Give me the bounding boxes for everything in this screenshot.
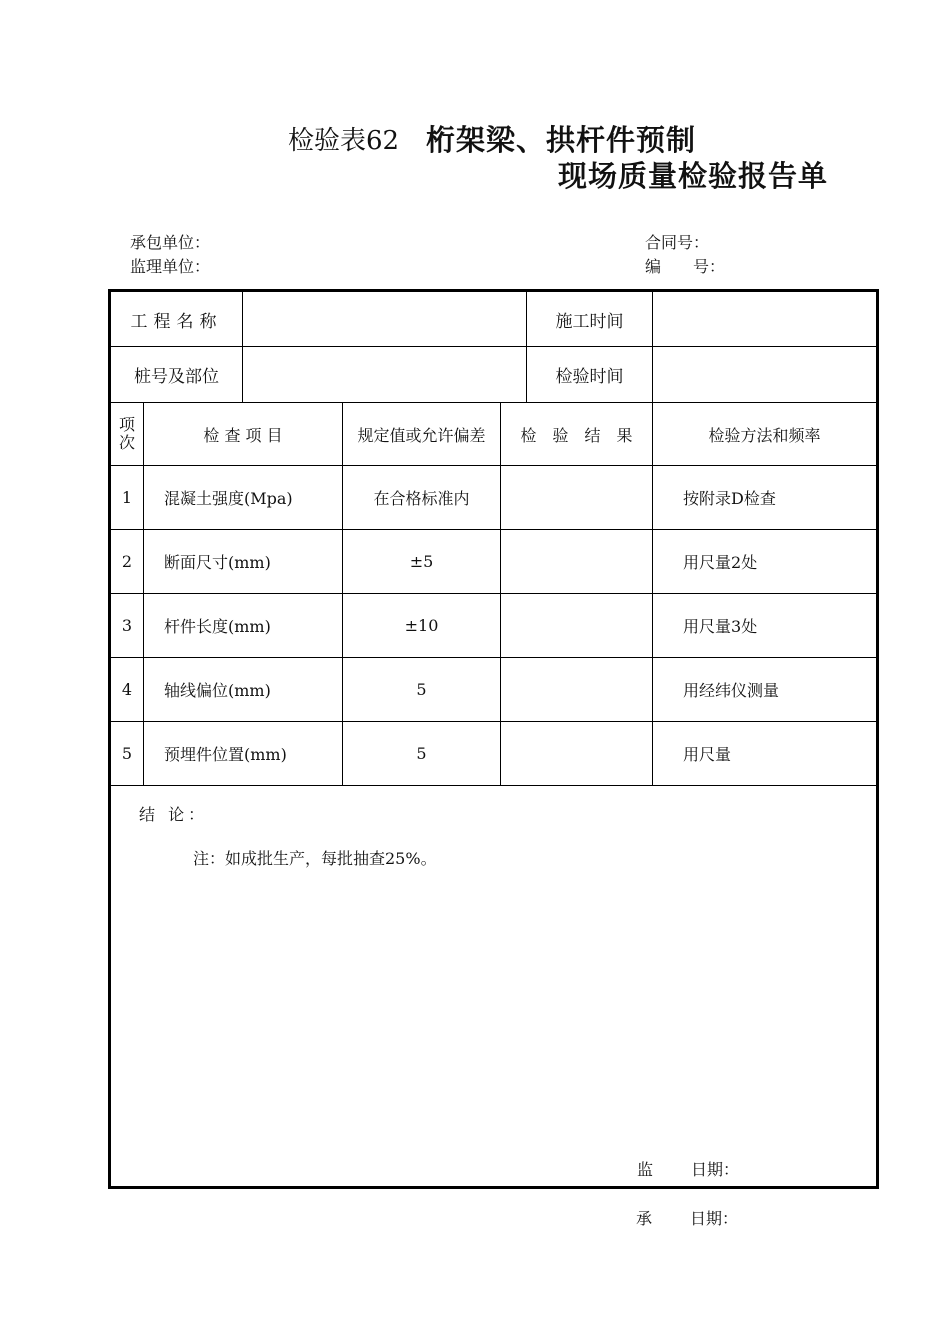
table-row bbox=[110, 594, 878, 658]
serial-no-label: 编 号： bbox=[645, 257, 726, 276]
table-row bbox=[110, 530, 878, 594]
inspection-time-value[interactable] bbox=[653, 347, 878, 403]
row-method: 用尺量 bbox=[653, 722, 878, 786]
page-title: 桁架梁、拱杆件预制 bbox=[426, 123, 697, 157]
conclusion-note: 注：如成批生产，每批抽查25%。 bbox=[193, 849, 437, 868]
row-item: 预埋件位置(mm) bbox=[144, 722, 343, 786]
construction-time-label: 施工时间 bbox=[527, 291, 653, 347]
row-method: 按附录D检查 bbox=[653, 466, 878, 530]
station-value[interactable] bbox=[243, 347, 527, 403]
col-index-header: 项次 bbox=[110, 403, 144, 466]
supervisor-sign-label: 监 bbox=[637, 1160, 654, 1179]
row-method: 用尺量2处 bbox=[653, 530, 878, 594]
form-code: 检验表62 bbox=[288, 126, 400, 156]
col-item-header: 检 查 项 目 bbox=[144, 403, 343, 466]
supervisor-label: 监理单位： bbox=[130, 257, 211, 276]
contractor-date-label: 日期： bbox=[690, 1209, 739, 1228]
row-spec: 5 bbox=[343, 658, 501, 722]
page-subtitle: 现场质量检验报告单 bbox=[558, 159, 829, 193]
row-index: 1 bbox=[110, 466, 144, 530]
row-result[interactable] bbox=[501, 594, 653, 658]
contractor-signature bbox=[636, 1206, 738, 1229]
row-item: 混凝土强度(Mpa) bbox=[144, 466, 343, 530]
station-row bbox=[110, 347, 878, 403]
table-row bbox=[110, 658, 878, 722]
project-row bbox=[110, 291, 878, 347]
inspection-form-table bbox=[108, 289, 879, 1189]
row-result[interactable] bbox=[501, 530, 653, 594]
row-index: 3 bbox=[110, 594, 144, 658]
project-name-label: 工程名称 bbox=[110, 291, 243, 347]
row-result[interactable] bbox=[501, 658, 653, 722]
contractor-label: 承包单位： bbox=[130, 233, 211, 252]
row-spec: ±10 bbox=[343, 594, 501, 658]
construction-time-value[interactable] bbox=[653, 291, 878, 347]
row-item: 轴线偏位(mm) bbox=[144, 658, 343, 722]
row-result[interactable] bbox=[501, 722, 653, 786]
row-method: 用尺量3处 bbox=[653, 594, 878, 658]
row-spec: ±5 bbox=[343, 530, 501, 594]
row-spec: 5 bbox=[343, 722, 501, 786]
contract-no-label: 合同号： bbox=[645, 233, 710, 252]
table-row bbox=[110, 722, 878, 786]
inspection-time-label: 检验时间 bbox=[527, 347, 653, 403]
col-method-header: 检验方法和频率 bbox=[653, 403, 878, 466]
station-label: 桩号及部位 bbox=[110, 347, 243, 403]
conclusion-row bbox=[110, 786, 878, 1188]
supervisor-signature bbox=[637, 1157, 739, 1180]
conclusion-label: 结 论： bbox=[139, 805, 209, 824]
row-item: 断面尺寸(mm) bbox=[144, 530, 343, 594]
col-result-header: 检 验 结 果 bbox=[501, 403, 653, 466]
conclusion-cell[interactable] bbox=[110, 786, 878, 1188]
supervisor-date-label: 日期： bbox=[691, 1160, 740, 1179]
project-name-value[interactable] bbox=[243, 291, 527, 347]
row-result[interactable] bbox=[501, 466, 653, 530]
row-index: 4 bbox=[110, 658, 144, 722]
column-header-row bbox=[110, 403, 878, 466]
row-method: 用经纬仪测量 bbox=[653, 658, 878, 722]
row-item: 杆件长度(mm) bbox=[144, 594, 343, 658]
row-spec: 在合格标准内 bbox=[343, 466, 501, 530]
contractor-sign-label: 承 bbox=[636, 1209, 653, 1228]
row-index: 5 bbox=[110, 722, 144, 786]
col-spec-header: 规定值或允许偏差 bbox=[343, 403, 501, 466]
row-index: 2 bbox=[110, 530, 144, 594]
table-row bbox=[110, 466, 878, 530]
